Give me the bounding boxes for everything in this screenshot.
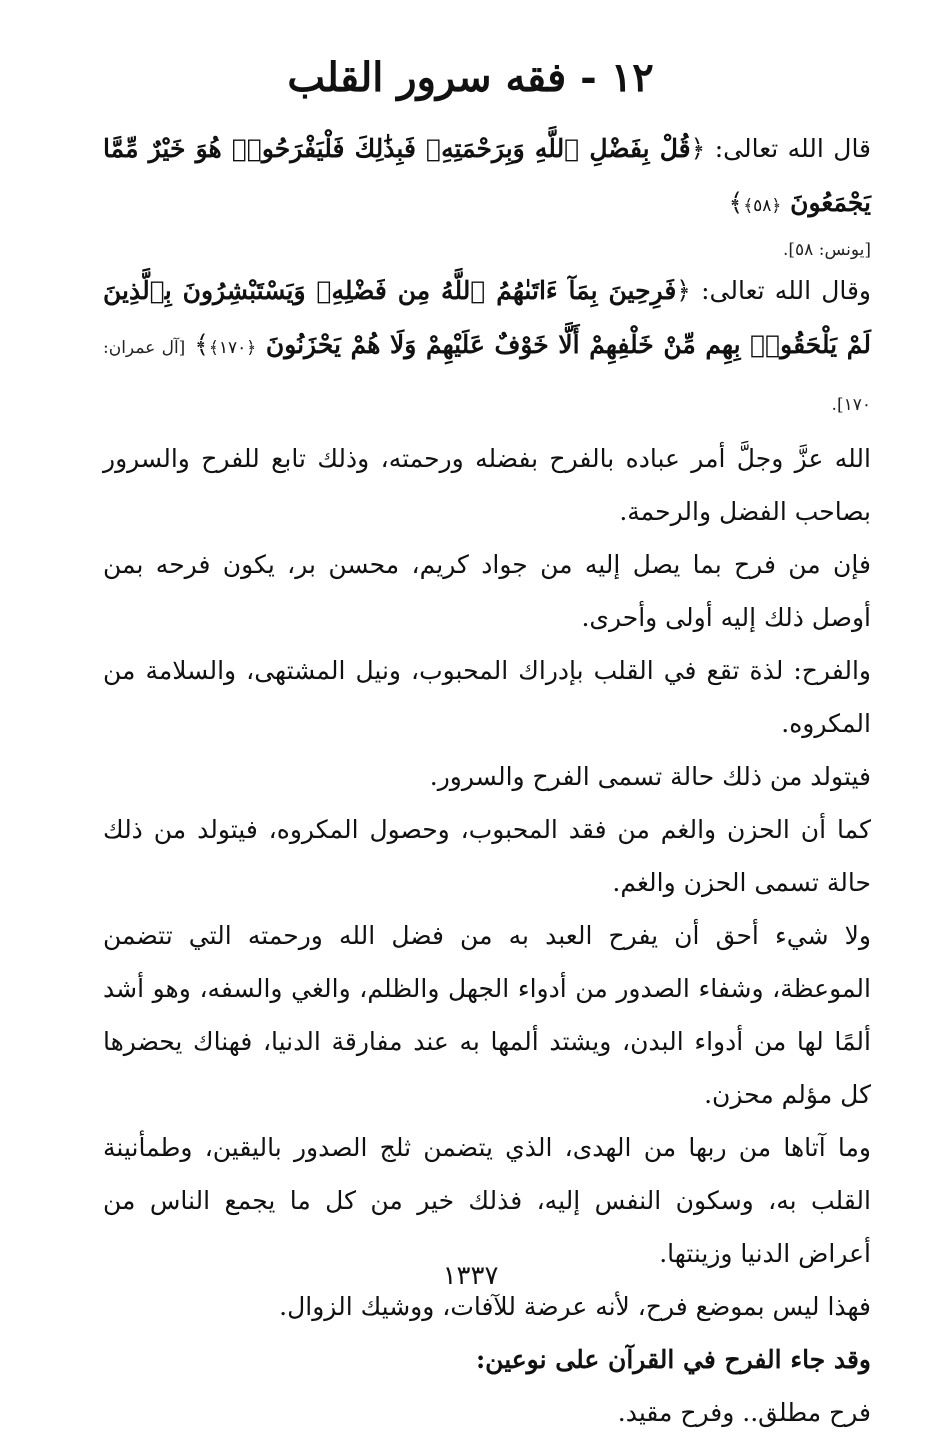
verse-2 [103,264,871,432]
paragraph: فهذا ليس بموضع فرح، لأنه عرضة للآفات، ووشيك الزوال. [279,1292,871,1321]
verse-1-close-bracket: ﴾ [728,188,744,217]
paragraph: كما أن الحزن والغم من فقد المحبوب، وحصول المكروه، فيتولد من ذلك حالة تسمى الحزن والغم. [103,815,871,897]
section-heading-line: وقد جاء الفرح في القرآن على نوعين: [475,1345,871,1374]
verse-1-ayah-number: ﴿٥٨﴾ [743,196,782,216]
verse-2-ayah-number: ﴿١٧٠﴾ [208,338,257,358]
verse-1-open-bracket: ﴿ [690,134,706,163]
paragraph: والفرح: لذة تقع في القلب بإدراك المحبوب، ونيل المشتهى، والسلامة من المكروه. [103,656,871,738]
paragraph: الله عزَّ وجلَّ أمر عباده بالفرح بفضله ورحمته، وذلك تابع للفرح والسرور بصاحب الفضل والرحمة. [103,444,871,526]
verse-2-lead: وقال الله تعالى: [690,276,872,305]
verse-2-text-line2: مِّنْ خَلْفِهِمْ أَلَّا خَوْفٌ عَلَيْهِمْ وَلَا هُمْ يَحْزَنُونَ [265,330,696,359]
verse-1-reference-line [103,233,871,264]
page-body [103,122,871,1439]
verse-1-text: قُلْ بِفَضْلِ ٱللَّهِ وَبِرَحْمَتِهِۦ فَبِذَٰلِكَ فَلْيَفْرَحُوا۟ هُوَ خَيْرٌ مِّمَّا يَجْمَعُونَ [103,134,871,217]
paragraph: ولا شيء أحق أن يفرح العبد به من فضل الله ورحمته التي تتضمن الموعظة، وشفاء الصدور من أدواء الجهل والظلم، والغي والسفه، وهو أشد ألمًا لها من أدواء البدن، ويشتد ألمها به عند مفارقة الدنيا، فهناك يحضرها كل مؤلم محزن. [103,921,871,1109]
paragraph: فيتولد من ذلك حالة تسمى الفرح والسرور. [429,762,871,791]
page-number: ١٣٣٧ [442,1261,499,1291]
chapter-title: ١٢ - فقه سرور القلب [287,54,654,101]
verse-2-reference: [آل عمران: ١٧٠]. [103,338,871,415]
paragraph: وما آتاها من ربها من الهدى، الذي يتضمن ثلج الصدور باليقين، وطمأنينة القلب به، وسكون النفس إليه، فذلك خير من كل ما يجمع الناس من أعراض الدنيا وزينتها. [103,1133,871,1268]
verse-1 [103,122,871,233]
paragraph: فإن من فرح بما يصل إليه من جواد كريم، محسن بر، يكون فرحه بمن أوصل ذلك إليه أولى وأحرى. [103,550,871,632]
verse-2-close-bracket: ﴾ [194,330,209,359]
closing-line: فرح مطلق.. وفرح مقيد. [617,1398,871,1427]
verse-2-text-line1: فَرِحِينَ بِمَآ ءَاتَىٰهُمُ ٱللَّهُ مِن فَضْلِهِۦ وَيَسْتَبْشِرُونَ بِٱلَّذِينَ لَمْ يَلْحَقُوا۟ بِهِم [103,276,871,359]
verse-1-reference: [يونس: ٥٨]. [783,240,871,260]
verse-1-lead: قال الله تعالى: [705,134,872,163]
verse-2-open-bracket: ﴿ [676,276,691,305]
